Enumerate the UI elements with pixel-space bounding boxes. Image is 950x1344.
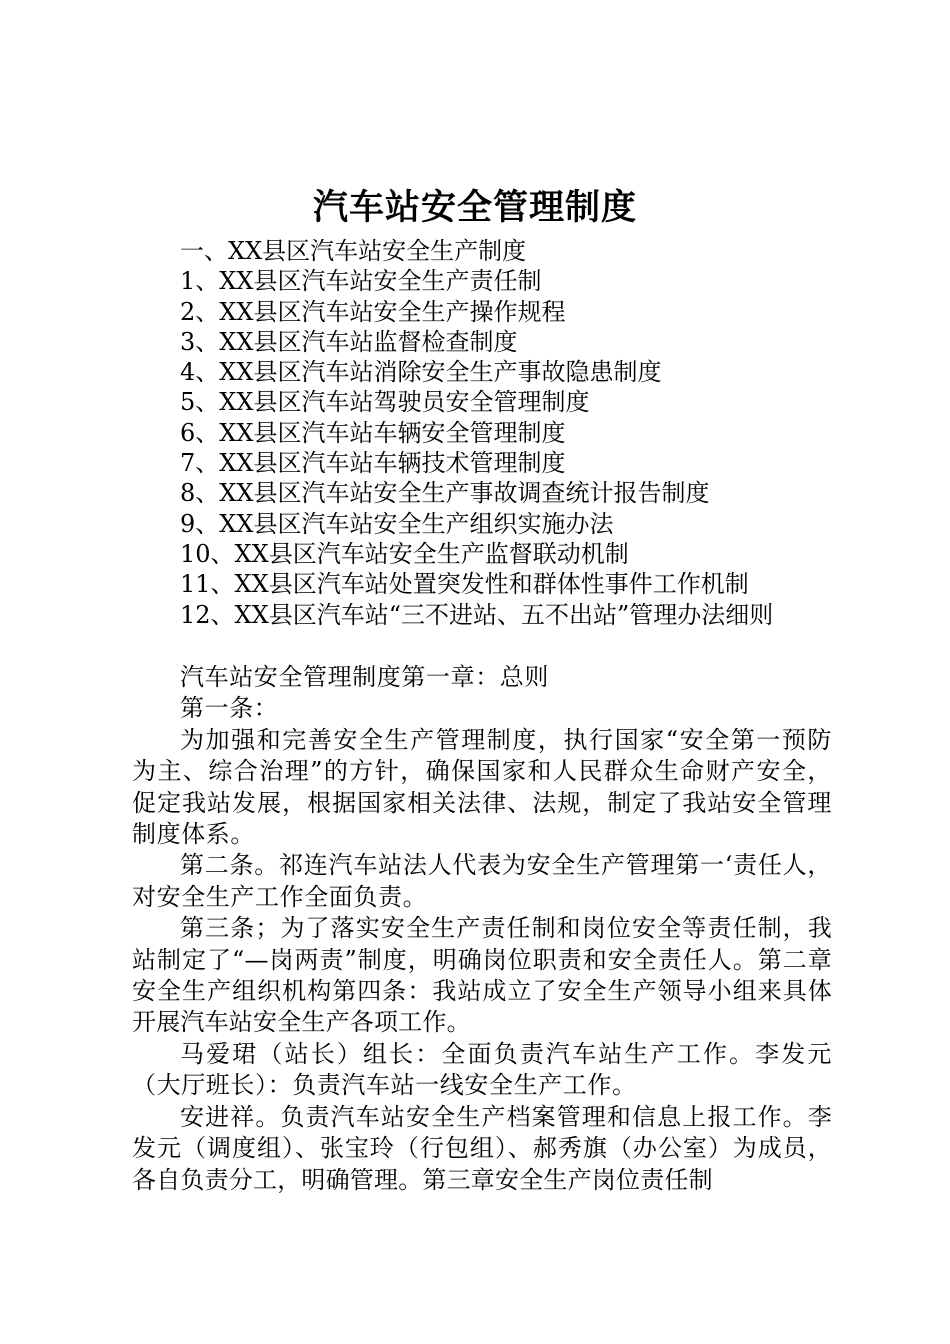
- toc-item: 12、XX县区汽车站“三不进站、五不出站”管理办法细则: [180, 600, 774, 629]
- toc-item: 7、XX县区汽车站车辆技术管理制度: [180, 449, 566, 478]
- toc-item: 2、XX县区汽车站安全生产操作规程: [180, 297, 566, 326]
- body-paragraph: 为加强和完善安全生产管理制度，执行国家“安全第一预防为主、综合治理”的方针，确保国家和人民群众生命财产安全，促定我站发展，根据国家相关法律、法规，制定了我站安全管理制度体系。: [132, 725, 832, 849]
- toc-item: 5、XX县区汽车站驾驶员安全管理制度: [180, 388, 590, 417]
- document-title: 汽车站安全管理制度: [312, 187, 637, 228]
- table-of-contents: [180, 236, 880, 630]
- toc-item: 4、XX县区汽车站消除安全生产事故隐患制度: [180, 358, 662, 387]
- document-body: [132, 662, 832, 1196]
- toc-item: 1、XX县区汽车站安全生产责任制: [180, 267, 542, 296]
- toc-item: 10、XX县区汽车站安全生产监督联动机制: [180, 539, 629, 568]
- article-heading: 第一条：: [180, 694, 279, 723]
- toc-item: 11、XX县区汽车站处置突发性和群体性事件工作机制: [180, 570, 749, 599]
- toc-item: 8、XX县区汽车站安全生产事故调查统计报告制度: [180, 479, 710, 508]
- body-paragraph: 第二条。祁连汽车站法人代表为安全生产管理第一‘责任人，对安全生产工作全面负责。: [132, 851, 832, 911]
- toc-item: 一、XX县区汽车站安全生产制度: [180, 237, 527, 265]
- body-paragraph: 第三条；为了落实安全生产责任制和岗位安全等责任制，我站制定了“—岗两责”制度，明确岗位职责和安全责任人。第二章安全生产组织机构第四条：我站成立了安全生产领导小组来具体开展汽车站安全生产各项工作。: [132, 914, 832, 1037]
- chapter-heading: 汽车站安全管理制度第一章：总则: [180, 663, 549, 691]
- body-paragraph: 安进祥。负责汽车站安全生产档案管理和信息上报工作。李发元（调度组）、张宝玲（行包组）、郝秀旗（办公室）为成员，各自负责分工，明确管理。第三章安全生产岗位责任制: [132, 1102, 832, 1194]
- toc-item: 9、XX县区汽车站安全生产组织实施办法: [180, 509, 614, 538]
- toc-item: 3、XX县区汽车站监督检查制度: [180, 327, 518, 356]
- toc-item: 6、XX县区汽车站车辆安全管理制度: [180, 418, 566, 447]
- body-paragraph: 马爱珺（站长）组长：全面负责汽车站生产工作。李发元（大厅班长）：负责汽车站一线安全生产工作。: [132, 1039, 832, 1100]
